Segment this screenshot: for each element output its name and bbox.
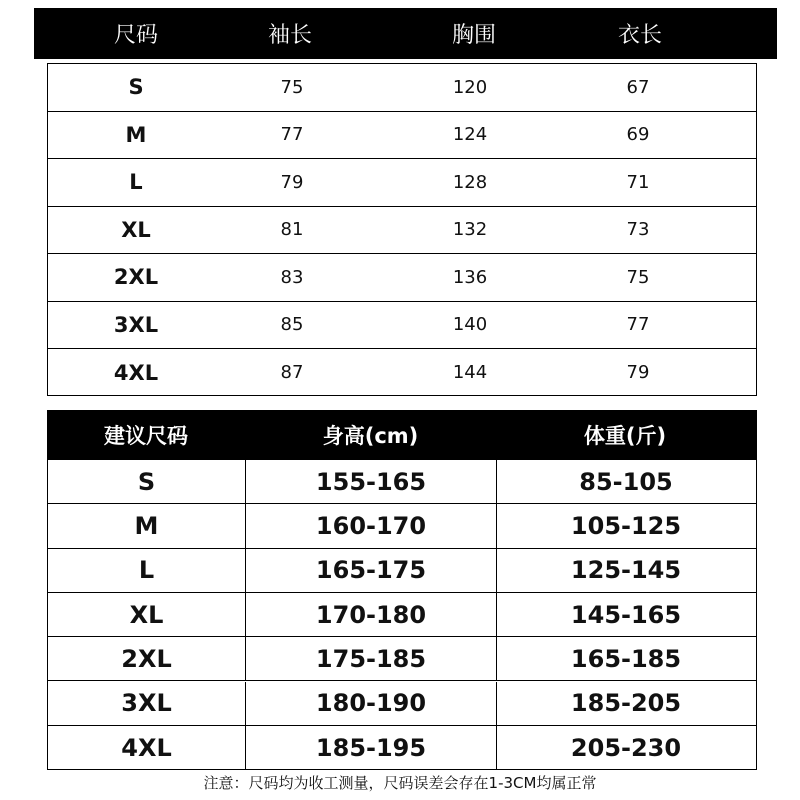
height-cell: 155-165: [246, 460, 497, 503]
weight-cell: 205-230: [570, 733, 682, 762]
table-row: [48, 593, 756, 637]
size-cell: 2XL: [113, 265, 159, 290]
measurement-cell: 71: [626, 171, 650, 193]
measurement-cell: 136: [452, 266, 488, 288]
measurement-cell: 69: [626, 124, 650, 146]
table-row: [48, 726, 756, 770]
height-cell: 170-180: [246, 593, 497, 636]
height-cell: 160-170: [246, 504, 497, 547]
measurement-cell: 75: [280, 76, 304, 98]
measurement-cell: 79: [626, 362, 650, 384]
recommend-size-cell: 4XL: [48, 726, 246, 770]
size-table: [47, 63, 757, 396]
measurement-cell: 87: [280, 362, 304, 384]
table-row: [48, 159, 756, 207]
header-recommend-size: 建议尺码: [104, 424, 188, 448]
measurement-cell: 77: [626, 314, 650, 336]
measurement-cell: 77: [280, 124, 304, 146]
size-cell: M: [125, 122, 147, 147]
measurement-cell: 75: [626, 266, 650, 288]
measurement-cell: 81: [280, 219, 304, 241]
header-height: 身高(cm): [322, 424, 419, 448]
height-cell: 175-185: [246, 637, 497, 680]
header-size: 尺码: [113, 23, 158, 48]
height-cell: 180-190: [246, 682, 497, 725]
header-weight: 体重(斤): [583, 424, 667, 448]
weight-cell: 145-165: [570, 600, 682, 629]
header-length: 衣长: [617, 23, 662, 48]
table-row: [48, 112, 756, 160]
size-cell: XL: [121, 217, 151, 242]
height-cell: 165-175: [246, 549, 497, 592]
weight-cell: 185-205: [570, 689, 682, 718]
measurement-cell: 79: [280, 171, 304, 193]
recommend-size-cell: S: [48, 460, 246, 503]
weight-cell: 105-125: [570, 511, 682, 540]
table-row: [48, 637, 756, 681]
size-cell: 3XL: [113, 312, 159, 337]
weight-cell: 125-145: [570, 556, 682, 585]
table-row: [48, 682, 756, 726]
measurement-cell: 124: [452, 124, 488, 146]
measurement-cell: 140: [452, 314, 488, 336]
weight-cell: 85-105: [579, 467, 673, 496]
header-sleeve-length: 袖长: [267, 23, 312, 48]
table-row: [48, 504, 756, 548]
recommend-size-cell: M: [48, 504, 246, 547]
recommend-size-cell: L: [48, 549, 246, 592]
measurement-cell: 120: [452, 76, 488, 98]
table-row: [48, 549, 756, 593]
measurement-cell: 132: [452, 219, 488, 241]
size-cell: S: [128, 75, 144, 100]
measurement-cell: 144: [452, 362, 488, 384]
table-row: [48, 349, 756, 397]
recommend-size-cell: 3XL: [48, 682, 246, 725]
height-cell: 185-195: [246, 726, 497, 770]
measurement-cell: 128: [452, 171, 488, 193]
size-cell: L: [129, 170, 143, 195]
measurement-cell: 83: [280, 266, 304, 288]
table-row: [48, 64, 756, 112]
header-chest: 胸围: [451, 23, 496, 48]
table-row: [48, 460, 756, 504]
recommend-table: [47, 460, 757, 770]
table-row: [48, 207, 756, 255]
measurement-note: 注意：尺码均为收工测量，尺码误差会存在1-3CM均属正常: [203, 774, 597, 792]
measurement-cell: 73: [626, 219, 650, 241]
table-row: [48, 302, 756, 350]
size-cell: 4XL: [113, 360, 159, 385]
table-row: [48, 254, 756, 302]
recommend-size-cell: XL: [48, 593, 246, 636]
weight-cell: 165-185: [570, 644, 682, 673]
recommend-table-header: [47, 410, 757, 460]
recommend-size-cell: 2XL: [48, 637, 246, 680]
size-table-header: [34, 8, 777, 59]
measurement-cell: 85: [280, 314, 304, 336]
measurement-cell: 67: [626, 76, 650, 98]
